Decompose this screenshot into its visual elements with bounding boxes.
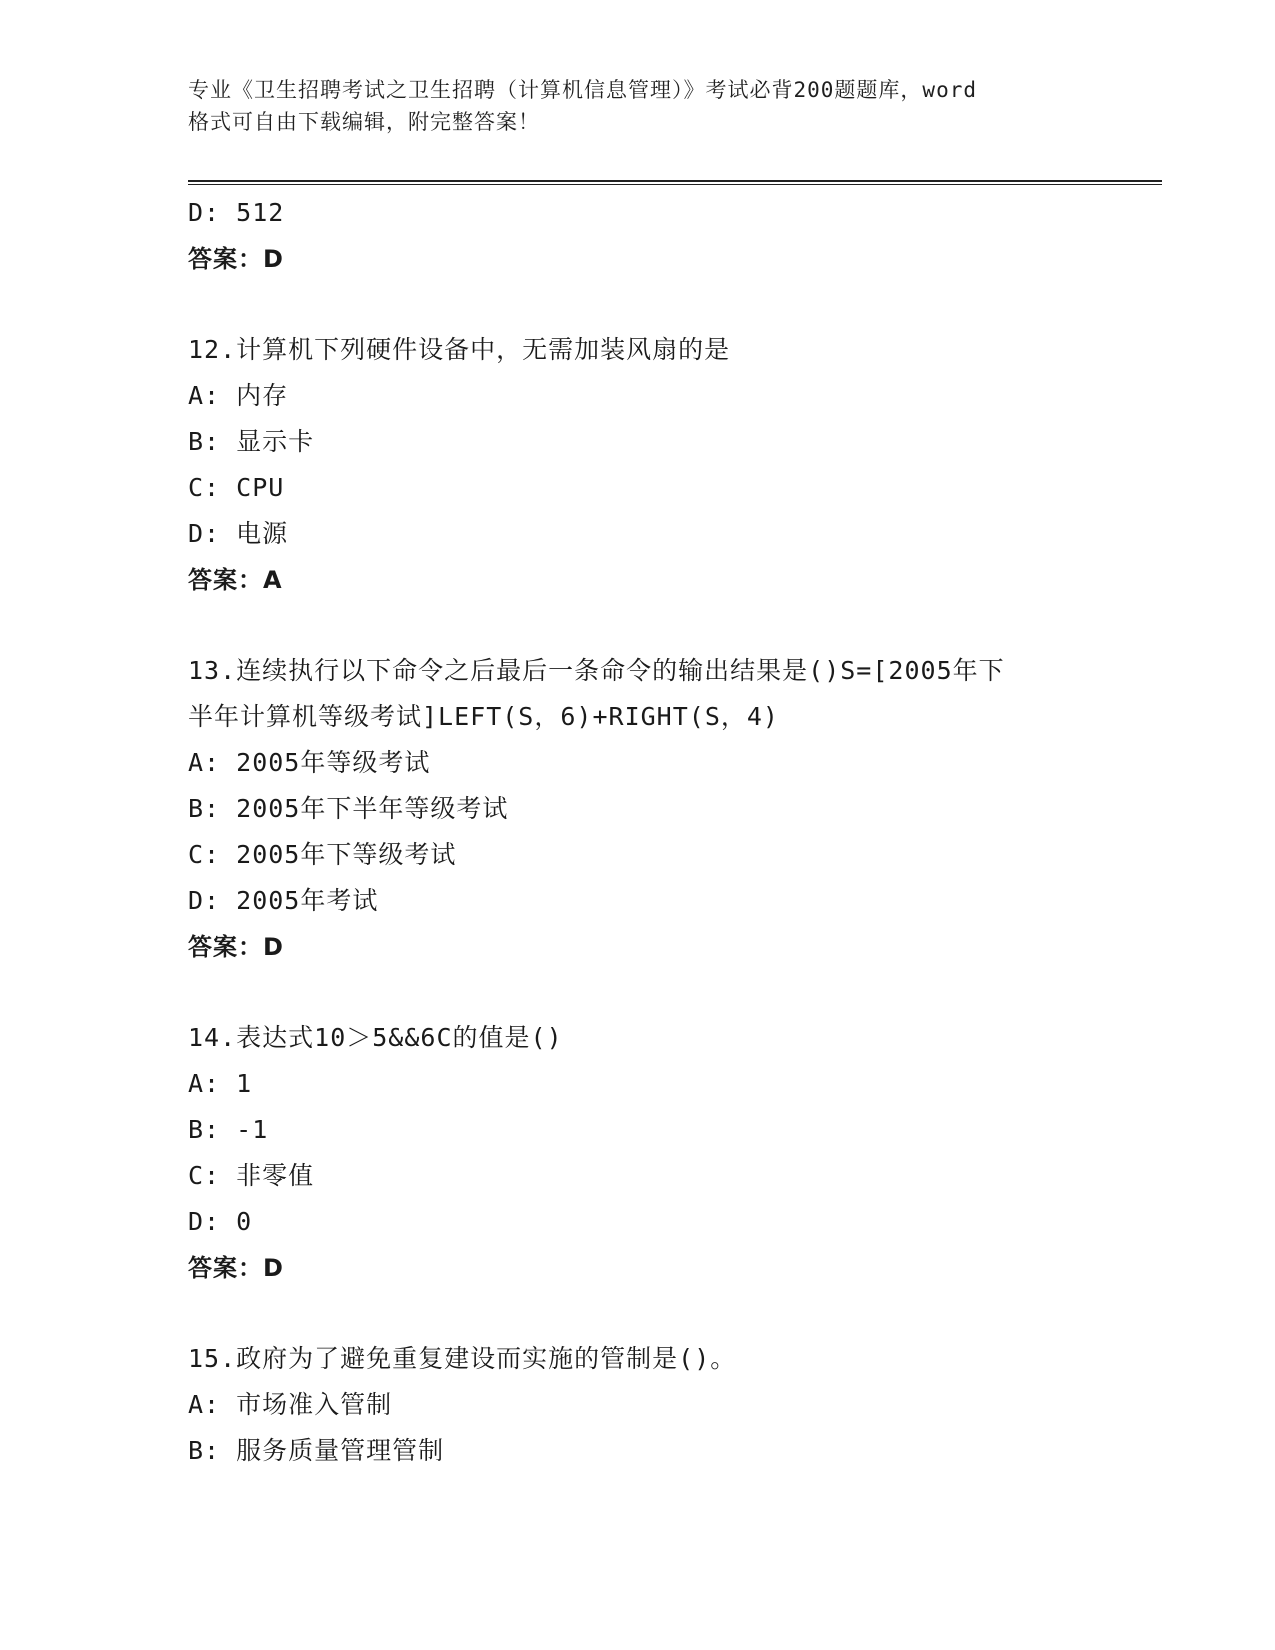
option-c: C: 2005年下等级考试 xyxy=(188,840,457,869)
question-11-tail xyxy=(188,190,1148,282)
option-b: B: -1 xyxy=(188,1115,269,1144)
option-c: C: 非零值 xyxy=(188,1161,315,1190)
question-14 xyxy=(188,1015,1148,1291)
question-list xyxy=(188,190,1148,1474)
option-a: A: 市场准入管制 xyxy=(188,1390,393,1419)
answer-label: 答案：D xyxy=(188,1254,284,1282)
document-header xyxy=(188,74,1088,138)
option-d: D: 2005年考试 xyxy=(188,886,379,915)
answer-label: 答案：D xyxy=(188,245,284,273)
option-d: D: 512 xyxy=(188,198,285,227)
option-a: A: 1 xyxy=(188,1069,253,1098)
question-title: 15.政府为了避免重复建设而实施的管制是()。 xyxy=(188,1344,737,1373)
header-line-1: 专业《卫生招聘考试之卫生招聘（计算机信息管理）》考试必背200题题库，word xyxy=(188,78,977,102)
option-b: B: 服务质量管理管制 xyxy=(188,1436,445,1465)
answer-label: 答案：D xyxy=(188,933,284,961)
option-d: D: 0 xyxy=(188,1207,253,1236)
question-12 xyxy=(188,327,1148,603)
option-b: B: 2005年下半年等级考试 xyxy=(188,794,509,823)
header-line-2: 格式可自由下载编辑，附完整答案！ xyxy=(188,110,540,134)
answer-label: 答案：A xyxy=(188,566,283,594)
question-13 xyxy=(188,648,1148,970)
option-d: D: 电源 xyxy=(188,519,289,548)
option-c: C: CPU xyxy=(188,473,285,502)
option-b: B: 显示卡 xyxy=(188,427,315,456)
question-title-line-2: 半年计算机等级考试]LEFT(S，6)+RIGHT(S，4) xyxy=(188,702,779,731)
question-title: 14.表达式10＞5&&6C的值是() xyxy=(188,1023,563,1052)
option-a: A: 内存 xyxy=(188,381,289,410)
option-a: A: 2005年等级考试 xyxy=(188,748,431,777)
question-title-line-1: 13.连续执行以下命令之后最后一条命令的输出结果是()S=[2005年下 xyxy=(188,656,1005,685)
question-title: 12.计算机下列硬件设备中，无需加装风扇的是 xyxy=(188,335,731,364)
header-divider xyxy=(188,180,1162,185)
question-15 xyxy=(188,1336,1148,1474)
